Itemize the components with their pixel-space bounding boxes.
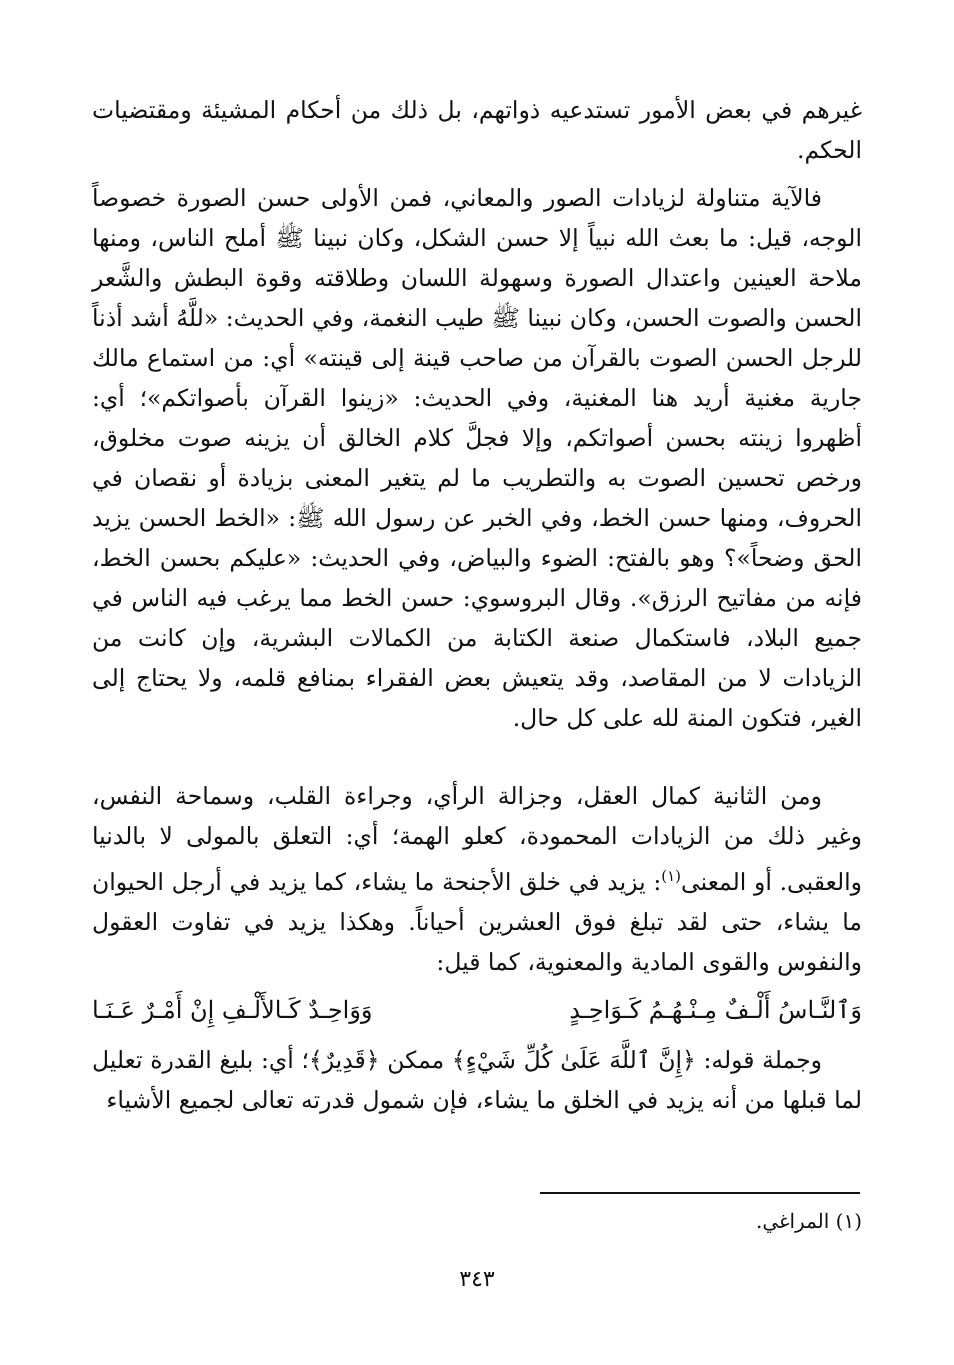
paragraph-3-text-a: ومن الثانية كمال العقل، وجزالة الرأي، وجراءة القلب، وسماحة النفس، وغير ذلك من الزيادات المحمودة، كعلو الهمة؛ أي: التعلق بالمولى لا بالدنيا والعقبى. أو المعنى [92, 782, 862, 896]
verse-second-hemistich: وَوَاحِـدٌ كَـالأَلْـفِ إِنْ أَمْـرٌ عَـنَـا [92, 996, 373, 1024]
paragraph-2: فالآية متناولة لزيادات الصور والمعاني، فمن الأولى حسن الصورة خصوصاً الوجه، قيل: ما بعث الله نبياً إلا حسن الشكل، وكان نبينا ﷺ أملح الناس، ومنها ملاحة العينين واعتدال الصورة وسهولة اللسان وطلاقته وقوة البطش والشَّعر الحسن والصوت الحسن، وكان نبينا ﷺ طيب النغمة، وفي الحديث: «للَّهُ أشد أذناً للرجل الحسن الصوت بالقرآن من صاحب قينة إلى قينته» أي: من استماع مالك جارية مغنية أريد هنا المغنية، وفي الحديث: «زينوا القرآن بأصواتكم»؛ أي: أظهروا زينته بحسن أصواتكم، وإلا فجلَّ كلام الخالق أن يزينه صوت مخلوق، ورخص تحسين الصوت به والتطريب ما لم يتغير المعنى بزيادة أو نقصان في الحروف، ومنها حسن الخط، وفي الخبر عن رسول الله ﷺ: «الخط الحسن يزيد الحق وضحاً»؟ وهو بالفتح: الضوء والبياض، وفي الحديث: «عليكم بحسن الخط، فإنه من مفاتيح الرزق». وقال البروسوي: حسن الخط مما يرغب فيه الناس في جميع البلاد، فاستكمال صنعة الكتابة من الكمالات البشرية، وإن كانت من الزيادات لا من المقاصد، وقد يتعيش بعض الفقراء بمنافع قلمه، ولا يحتاج إلى الغير، فتكون المنة لله على كل حال. [92, 184, 862, 732]
footnote: (١) المراغي. [755, 1209, 862, 1233]
poem-verse [92, 990, 862, 1030]
footnote-reference: (١) [661, 867, 682, 885]
paragraph-4: وجملة قوله: ﴿إِنَّ ٱللَّهَ عَلَىٰ كُلِّ شَيْءٍ﴾ ممكن ﴿قَدِيرٌ﴾؛ أي: بليغ القدرة تعليل لما قبلها من أنه يزيد في الخلق ما يشاء، فإن شمول قدرته تعالى لجميع الأشياء [92, 1046, 862, 1114]
paragraph-1: غيرهم في بعض الأمور تستدعيه ذواتهم، بل ذلك من أحكام المشيئة ومقتضيات الحكم. [92, 96, 862, 164]
paragraph-3 [92, 776, 862, 982]
footnote-divider [540, 1192, 860, 1194]
page-number: ٣٤٣ [459, 1267, 495, 1292]
verse-first-hemistich: وَٱلنَّـاسُ أَلْـفٌ مِـنْـهُـمُ كَـوَاحِـدٍ [569, 996, 862, 1024]
paragraph-3-text-b: : يزيد في خلق الأجنحة ما يشاء، كما يزيد في أرجل الحيوان ما يشاء، حتى لقد تبلغ فوق العشرين أحياناً. وهكذا يزيد في تفاوت العقول والنفوس والقوى المادية والمعنوية، كما قيل: [92, 867, 862, 976]
